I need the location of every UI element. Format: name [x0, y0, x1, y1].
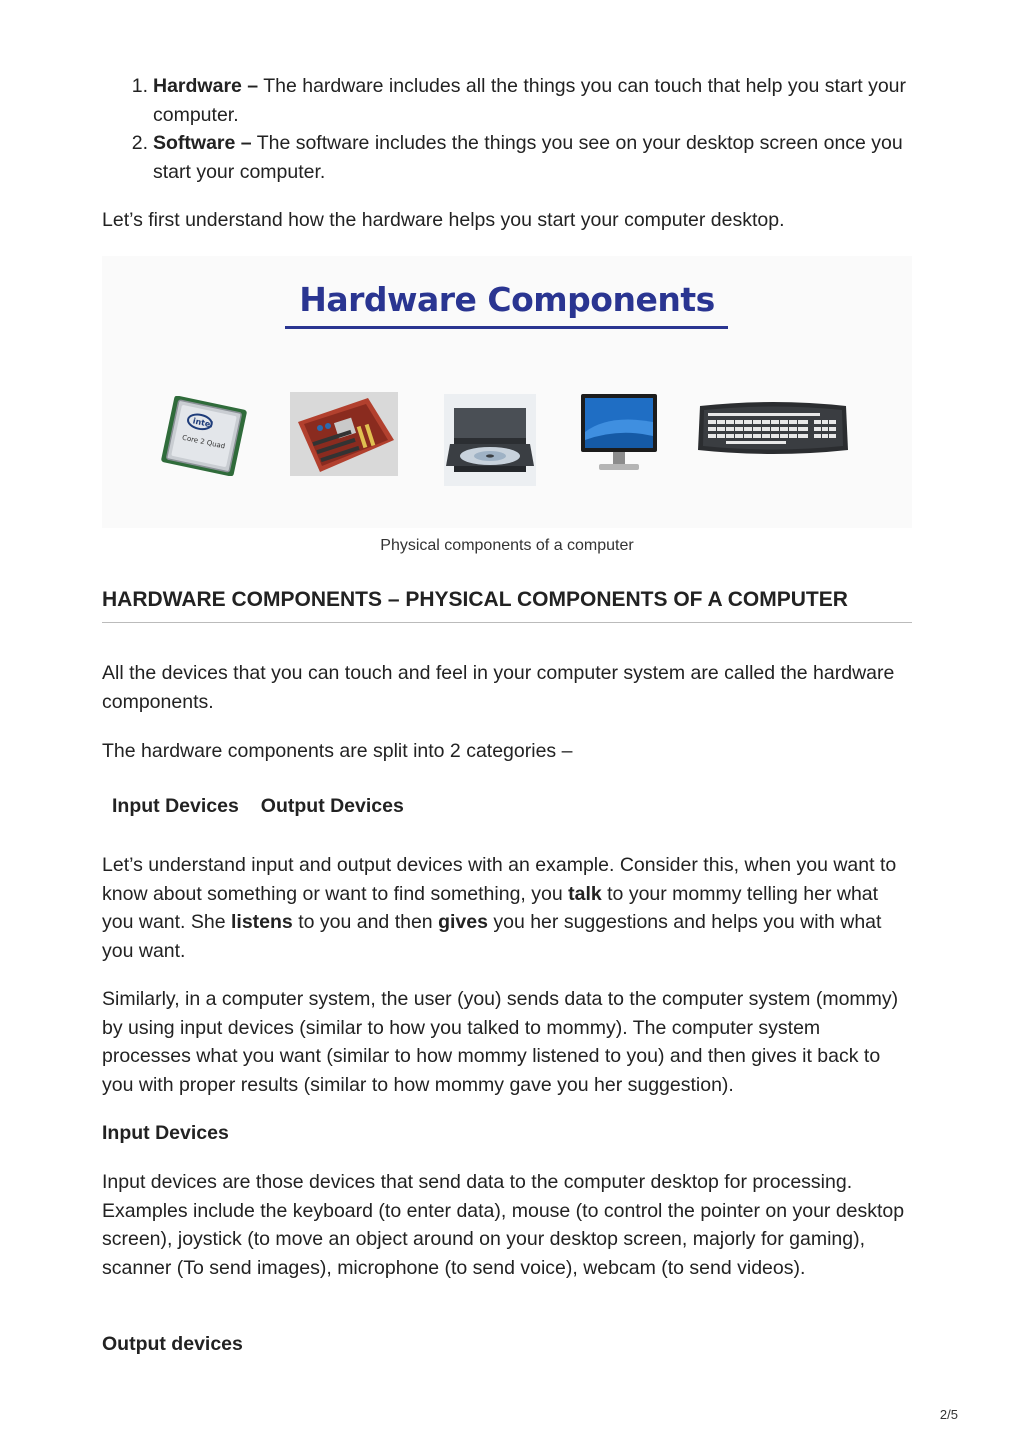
text-run: Let’s understand input and output devices with an example. Consider this, when you want to know about something or want to find something, you — [102, 854, 897, 905]
category-list — [112, 795, 404, 818]
paragraph: The hardware components are split into 2 categories – — [102, 740, 573, 762]
list-description: The software includes the things you see on your desktop screen once you start your computer. — [153, 132, 903, 183]
category-output-devices: Output Devices — [260, 795, 404, 817]
example-paragraph — [102, 851, 912, 965]
bold-term: gives — [438, 911, 488, 933]
list-description: The hardware includes all the things you can touch that help you start your computer. — [153, 75, 907, 126]
bold-term: talk — [568, 882, 602, 905]
list-item — [102, 72, 912, 129]
list-term: Software – — [153, 132, 252, 154]
figure-title: Hardware Components — [299, 280, 715, 319]
paragraph: Input devices are those devices that send data to the computer desktop for processing. Examples include the keyboard (to enter data), mouse (to control the pointer on your desktop screen), joystick (to move an object around on your desktop screen, majorly for gaming), scanner (To send images), microphone (to send voice), webcam (to send videos). — [102, 1171, 905, 1279]
optical-drive-icon — [444, 394, 536, 486]
list-item — [102, 129, 912, 186]
page-number: 2/5 — [939, 1407, 958, 1422]
text-run: to you and then — [292, 911, 439, 933]
motherboard-icon — [290, 392, 398, 476]
figure-caption: Physical components of a computer — [380, 537, 634, 554]
cpu-chip-icon — [157, 396, 251, 476]
keyboard-icon — [696, 396, 850, 460]
input-devices-heading: Input Devices — [102, 1122, 229, 1144]
paragraph: All the devices that you can touch and feel in your computer system are called the hardware components. — [102, 662, 895, 713]
figure-title-underline — [285, 326, 728, 329]
intro-paragraph: Let’s first understand how the hardware helps you start your computer desktop. — [102, 209, 785, 231]
list-marker: 2. — [131, 132, 148, 154]
output-devices-heading: Output devices — [102, 1333, 243, 1355]
svg-text:Core 2 Quad: Core 2 Quad — [181, 433, 226, 451]
category-input-devices: Input Devices — [112, 795, 239, 817]
numbered-list — [102, 72, 912, 186]
hardware-figure — [102, 256, 912, 528]
text-run: you her suggestions and helps you with what you want. — [102, 911, 882, 962]
svg-text:intel: intel — [191, 416, 214, 430]
section-heading: HARDWARE COMPONENTS – PHYSICAL COMPONENTS OF A COMPUTER — [102, 586, 912, 623]
list-marker: 1. — [131, 75, 148, 97]
list-item-text — [153, 72, 912, 129]
list-item-text — [153, 129, 912, 186]
list-term: Hardware – — [153, 75, 259, 97]
bold-term: listens — [231, 911, 293, 933]
text-run: to your mommy telling her what you want. She — [102, 882, 879, 933]
paragraph: Similarly, in a computer system, the user (you) sends data to the computer system (mommy) by using input devices (similar to how you talked to mommy). The computer system processes what you want (similar to how mommy listened to you) and then gives it back to you with proper results (similar to how mommy gave you her suggestion). — [102, 988, 899, 1096]
monitor-icon — [579, 392, 659, 476]
